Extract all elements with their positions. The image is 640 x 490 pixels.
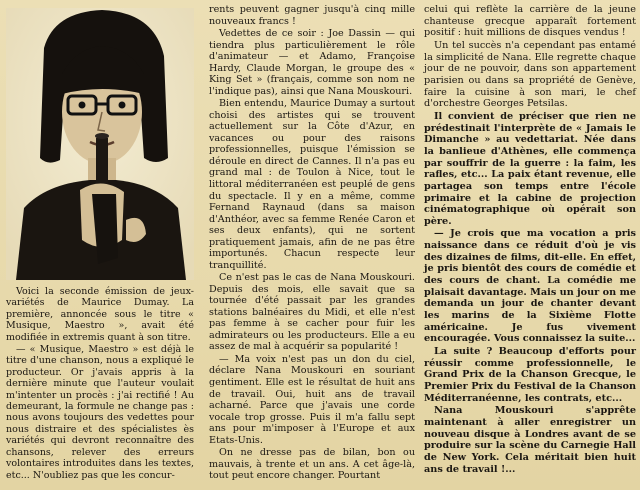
portrait-illustration: [6, 8, 194, 280]
paragraph: Vedettes de ce soir : Joe Dassin — qui tiendra plus particulièrement le rôle d'animateur — et Adamo, Françoise Hardy, Claude Morgan, le groupe des « King Set » (français, comme son nom ne l'indique pas), ainsi que Nana Mouskouri.: [209, 28, 415, 97]
paragraph: — « Musique, Maestro » est déjà le titre d'une chanson, nous a expliqué le producteur. Or j'avais appris à la dernière minute que l'auteur voulait m'intenter un procès : j'ai rectifié ! Au demeurant, la formule ne change pas : nous avons toujours des vedettes pour nous distraire et des spécialistes ès variétés qui devront reconnaître des chansons, relever des erreurs volontaires introduites dans les textes, etc... N'oubliez pas que les concur-: [6, 344, 194, 481]
paragraph: La suite ? Beaucoup d'efforts pour réussir comme professionnelle, le Grand Prix de la Chanson Grecque, le Premier Prix du Festival de la Chanson Méditerranéenne, les contrats, etc...: [424, 346, 636, 404]
article-column-1: [6, 286, 194, 482]
paragraph: rents peuvent gagner jusqu'à cinq mille nouveaux francs !: [209, 4, 415, 27]
paragraph: Voici la seconde émission de jeux-variétés de Maurice Dumay. La première, annoncée sous le titre « Musique, Maestro », avait été modifiée in extremis quant à son titre.: [6, 286, 194, 343]
paragraph: celui qui reflète la carrière de la jeune chanteuse grecque apparaît fortement positif : huit millions de disques vendus !: [424, 4, 636, 39]
paragraph: — Ma voix n'est pas un don du ciel, déclare Nana Mouskouri en souriant gentiment. Elle est le résultat de huit ans de travail. Oui, huit ans de travail acharné. Parce que j'avais une corde vocale trop grosse. Puis il m'a fallu sept ans pour m'imposer à l'Europe et aux Etats-Unis.: [209, 353, 415, 446]
paragraph: — Je crois que ma vocation a pris naissance dans ce réduit d'où je vis des dizaines de films, dit-elle. En effet, je pris bientôt des cours de comédie et des cours de chant. La comédie me plaisait davantage. Mais un jour on me demanda un jour de chanter devant les marins de la Sixième Flotte américaine. Je fus vivement encouragée. Vous connaissez la suite...: [424, 228, 636, 345]
paragraph: On ne dresse pas de bilan, bon ou mauvais, à trente et un ans. A cet âge-là, tout peut encore changer. Pourtant: [209, 447, 415, 482]
paragraph: Nana Mouskouri s'apprête maintenant à aller enregistrer un nouveau disque à Londres avant de se produire sur la scène du Carnegie Hall de New York. Cela méritait bien huit ans de travail !...: [424, 405, 636, 475]
paragraph: Un tel succès n'a cependant pas entamé la simplicité de Nana. Elle regrette chaque jour de ne pouvoir, dans son appartement parisien ou dans sa propriété de Genève, faire la cuisine à son mari, le chef d'orchestre Georges Petsilas.: [424, 39, 636, 110]
paragraph: Bien entendu, Maurice Dumay a surtout choisi des artistes qui se trouvent actuellement sur la Côte d'Azur, en vacances ou pour des raisons professionnelles, puisque l'émission se déroule en direct de Cannes. Il n'a pas eu grand mal : de Toulon à Nice, tout le littoral méditerranéen est peuplé de gens du spectacle. Il y en a même, comme Fernand Raynaud (dans sa maison d'Anthéor, avec sa femme Renée Caron et ses deux enfants), qui ne sortent pratiquement jamais, afin de ne pas être importunés. Chacun respecte leur tranquillité.: [209, 98, 415, 271]
paragraph: Ce n'est pas le cas de Nana Mouskouri. Depuis des mois, elle savait que sa tournée d'été passait par les grandes stations balnéaires du Midi, et elle n'est pas femme à se cacher pour fuir les admirateurs ou les producteurs. Elle a eu assez de mal à acquérir sa popularité !: [209, 272, 415, 353]
article-column-2: [209, 4, 415, 483]
woman-with-pistol-photo: [6, 8, 194, 280]
article-column-3: [424, 4, 636, 476]
paragraph: Il convient de préciser que rien ne prédestinait l'interprète de « Jamais le Dimanche » au vedettariat. Née dans la banlieue d'Athènes, elle commença par souffrir de la guerre : la faim, les rafles, etc... La paix étant revenue, elle partagea son temps entre l'école primaire et la cabine de projection cinématographique où opérait son père.: [424, 110, 636, 227]
